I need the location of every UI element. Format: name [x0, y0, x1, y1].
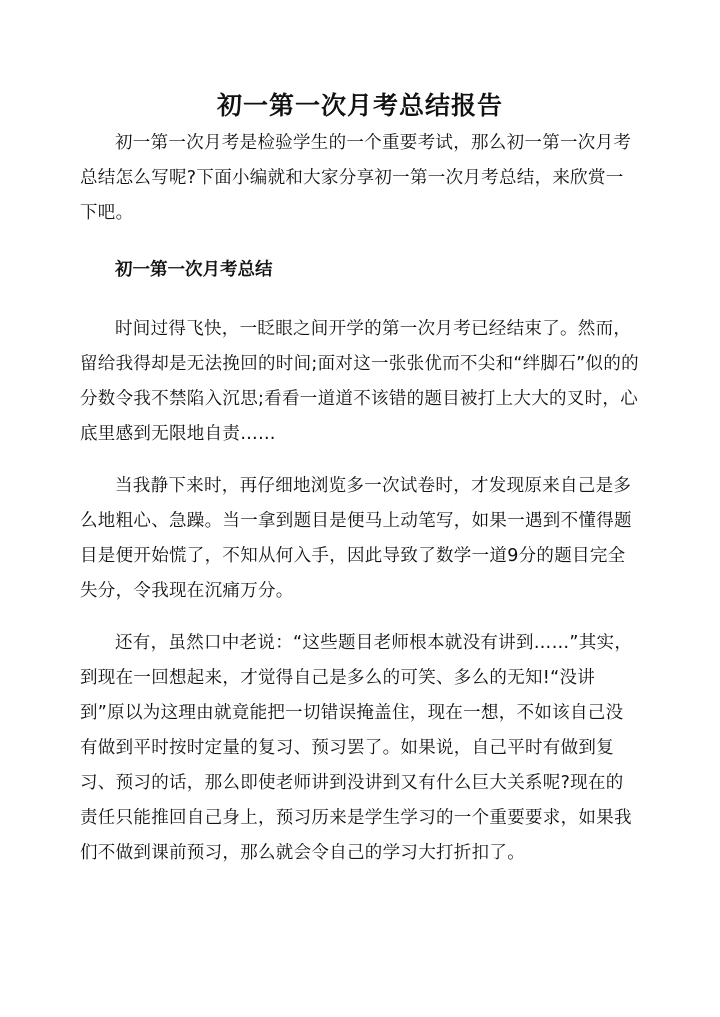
body-paragraph-3: 还有，虽然口中老说：“这些题目老师根本就没有讲到……”其实，到现在一回想起来，才觉得自己是多么的可笑、多么的无知!“没讲到”原以为这理由就竟能把一切错误掩盖住，现在一想，不如该自己没有做到平时按时定量的复习、预习罢了。如果说，自己平时有做到复习、预习的话，那么即使老师讲到没讲到又有什么巨大关系呢?现在的责任只能推回自己身上，预习历来是学生学习的一个重要要求，如果我们不做到课前预习，那么就会令自己的学习大打折扣了。	[80, 633, 633, 863]
body-paragraph-2: 当我静下来时，再仔细地浏览多一次试卷时，才发现原来自己是多么地粗心、急躁。当一拿到题目是便马上动笔写，如果一遇到不懂得题目是便开始慌了，不知从何入手，因此导致了数学一道9分的题目完全失分，令我现在沉痛万分。	[80, 476, 632, 601]
section-heading: 初一第一次月考总结	[115, 260, 273, 280]
intro-paragraph: 初一第一次月考是检验学生的一个重要考试，那么初一第一次月考总结怎么写呢?下面小编就和大家分享初一第一次月考总结，来欣赏一下吧。	[80, 133, 632, 223]
body-paragraph-1: 时间过得飞快，一眨眼之间开学的第一次月考已经结束了。然而，留给我得却是无法挽回的时间;面对这一张张优而不尖和“绊脚石”似的的分数令我不禁陷入沉思;看看一道道不该错的题目被打上大大的叉时，心底里感到无限地自责……	[80, 319, 639, 444]
document-title: 初一第一次月考总结报告	[216, 91, 503, 120]
